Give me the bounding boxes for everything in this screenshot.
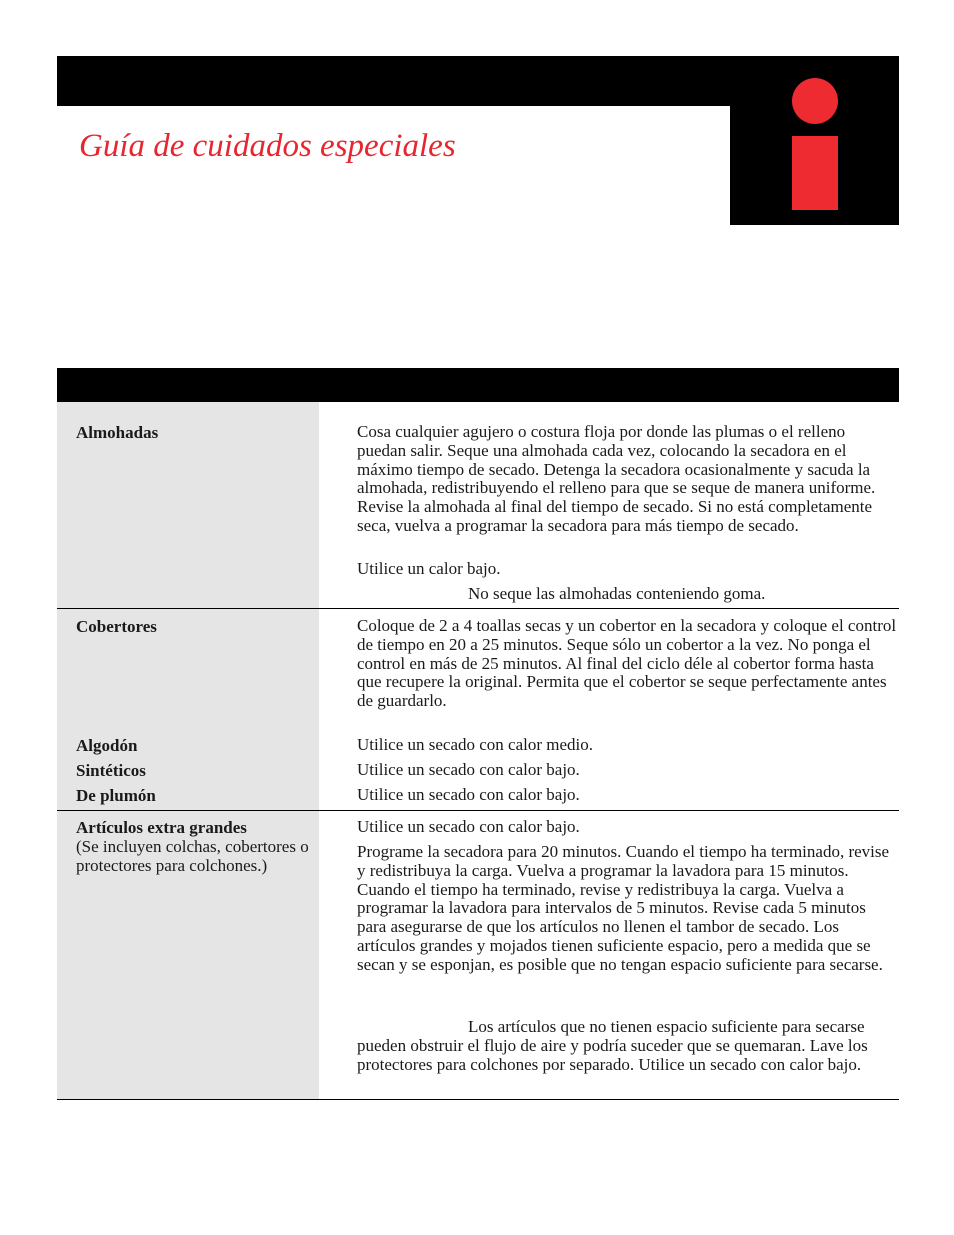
extra-grandes-sublabel: (Se incluyen colchas, cobertores o protectores para colchones.) bbox=[76, 837, 309, 875]
info-icon-stem bbox=[792, 136, 838, 210]
almohadas-heat: Utilice un calor bajo. bbox=[357, 559, 501, 578]
almohadas-warning: No seque las almohadas conteniendo goma. bbox=[468, 584, 766, 603]
plumon-text: Utilice un secado con calor bajo. bbox=[357, 785, 580, 804]
row-label-plumon: De plumón bbox=[76, 786, 156, 805]
row-label-sinteticos: Sintéticos bbox=[76, 761, 146, 780]
row-divider bbox=[57, 608, 899, 609]
info-icon bbox=[730, 56, 899, 225]
extra-grandes-warning: Los artículos que no tienen espacio suficiente para secarse pueden obstruir el flujo de aire y podría suceder que se quemaran. Lave los protectores para colchones por separado. Utilice un secado con calor bajo. bbox=[357, 1017, 868, 1074]
page-title: Guía de cuidados especiales bbox=[79, 128, 456, 164]
row-divider bbox=[57, 810, 899, 811]
almohadas-instructions: Cosa cualquier agujero o costura floja por donde las plumas o el relleno puedan salir. Seque una almohada cada vez, colocando la secadora en el máximo tiempo de secado. Detenga la secadora ocasionalmente y sacuda la almohada, redistribuyendo el relleno para que se seque de manera uniforme. Revise la almohada al final del tiempo de secado. Si no está completamente seca, vuelva a programar la secadora para más tiempo de secado. bbox=[357, 422, 876, 535]
row-label-extra-grandes: Artículos extra grandes bbox=[76, 818, 247, 837]
row-label-almohadas: Almohadas bbox=[76, 423, 159, 442]
algodon-text: Utilice un secado con calor medio. bbox=[357, 735, 594, 754]
row-label-algodon: Algodón bbox=[76, 736, 138, 755]
cobertores-instructions: Coloque de 2 a 4 toallas secas y un cobertor en la secadora y coloque el control de tiempo en 20 a 25 minutos. Seque sólo un cobertor a la vez. No ponga el control en más de 25 minutos. Al final del ciclo déle al cobertor forma hasta que recupere la original. Permita que el cobertor se seque perfectamente antes de guardarlo. bbox=[357, 616, 897, 711]
extra-grandes-instructions: Programe la secadora para 20 minutos. Cuando el tiempo ha terminado, revise y redistribuya la carga. Vuelva a programar la lavadora para 15 minutos. Cuando el tiempo ha terminado, revise y redistribuya la carga. Vuelva a programar la lavadora para intervalos de 5 minutos. Revise cada 5 minutos para asegurarse de que los artículos no llenen el tambor de secado. Los artículos grandes y mojados tienen suficiente espacio, pero a medida que se secan y se esponjan, es posible que no tengan espacio suficiente para secarse. bbox=[357, 842, 890, 974]
table-header-bar bbox=[57, 368, 899, 402]
sinteticos-text: Utilice un secado con calor bajo. bbox=[357, 760, 580, 779]
extra-grandes-heat: Utilice un secado con calor bajo. bbox=[357, 817, 580, 836]
info-icon-dot bbox=[792, 78, 838, 124]
row-label-cobertores: Cobertores bbox=[76, 617, 157, 636]
table-bottom-rule bbox=[57, 1099, 899, 1100]
